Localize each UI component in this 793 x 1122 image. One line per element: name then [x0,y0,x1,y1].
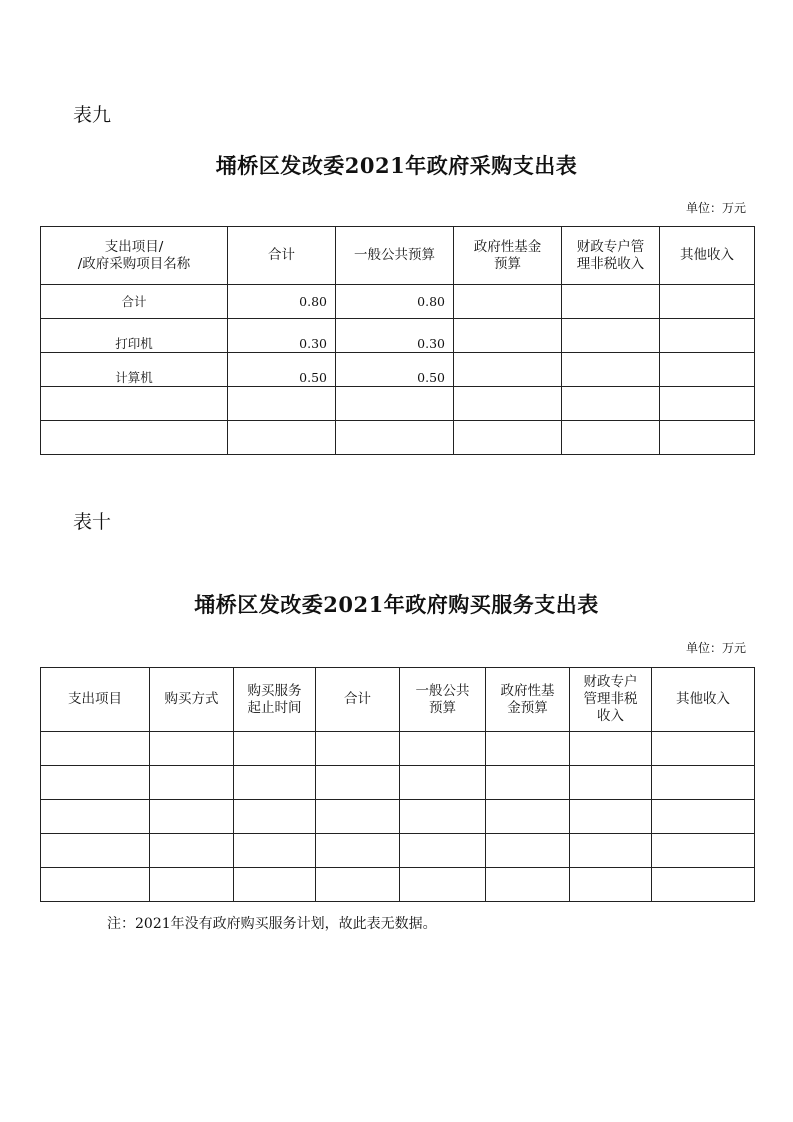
table-cell [234,800,316,834]
table-row [41,868,755,902]
table-row [41,285,755,319]
table-cell [652,800,755,834]
table-cell: 合计 [41,285,228,319]
table-cell [41,834,150,868]
table-cell [660,285,755,319]
table-cell [150,800,234,834]
header-cell: 财政专户管 理非税收入 [562,227,660,285]
table-cell [660,319,755,353]
table-cell: 打印机 [41,319,228,353]
table-row [41,319,755,353]
table-row [41,387,755,421]
table-cell [652,766,755,800]
header-cell: 政府性基 金预算 [486,668,570,732]
table-cell [454,319,562,353]
table-row [41,732,755,766]
table-cell [652,868,755,902]
table10-title: 埇桥区发改委2021年政府购买服务支出表 [194,592,599,617]
table-cell [570,800,652,834]
table-row [41,353,755,387]
table-cell [652,732,755,766]
table-cell: 0.30 [228,319,336,353]
header-cell: 政府性基金 预算 [454,227,562,285]
table-cell [41,868,150,902]
procurement-table [40,226,755,455]
table-cell [400,868,486,902]
table-cell [150,834,234,868]
table-cell [400,800,486,834]
table-cell [660,353,755,387]
table-cell [454,353,562,387]
table10-unit: 单位：万元 [685,641,746,655]
service-purchase-table [40,667,755,902]
table-cell: 0.50 [336,353,454,387]
table-header-row [41,227,755,285]
table-cell [570,766,652,800]
header-cell: 购买服务 起止时间 [234,668,316,732]
table-cell [400,834,486,868]
table-cell [41,387,228,421]
table9-label: 表九 [73,104,112,126]
table-cell [570,732,652,766]
table9-title: 埇桥区发改委2021年政府采购支出表 [215,153,578,178]
table-cell: 0.80 [228,285,336,319]
header-cell: 其他收入 [652,668,755,732]
header-cell: 合计 [316,668,400,732]
table-cell [486,732,570,766]
table-cell [454,421,562,455]
table-cell: 0.80 [336,285,454,319]
table-cell [228,387,336,421]
table-cell [486,868,570,902]
table-cell [562,285,660,319]
table-cell [316,732,400,766]
table-cell [570,868,652,902]
table-cell [562,421,660,455]
table-cell [234,868,316,902]
table-cell [234,834,316,868]
header-cell: 支出项目 [41,668,150,732]
table-cell [562,387,660,421]
table-cell [660,421,755,455]
header-cell: 财政专户 管理非税 收入 [570,668,652,732]
header-cell: 其他收入 [660,227,755,285]
table-cell [454,387,562,421]
table-cell [316,800,400,834]
header-cell: 支出项目/ /政府采购项目名称 [41,227,228,285]
table-cell [150,868,234,902]
table10-note: 注：2021年没有政府购买服务计划，故此表无数据。 [107,916,437,932]
table-row [41,766,755,800]
table-cell [41,421,228,455]
table-cell [234,766,316,800]
table-cell [652,834,755,868]
table-cell [486,834,570,868]
table-cell: 计算机 [41,353,228,387]
table-cell [41,800,150,834]
table-row [41,421,755,455]
table-cell [486,800,570,834]
table-cell [41,766,150,800]
table-cell [150,732,234,766]
table-cell [562,353,660,387]
table-cell [562,319,660,353]
table-cell [400,766,486,800]
table-row [41,834,755,868]
table-row [41,800,755,834]
table-cell [486,766,570,800]
table-cell [454,285,562,319]
table-cell [234,732,316,766]
header-cell: 购买方式 [150,668,234,732]
table-header-row [41,668,755,732]
table-cell [316,834,400,868]
table-cell [400,732,486,766]
table-cell [150,766,234,800]
table10-label: 表十 [73,511,112,533]
table-cell [336,387,454,421]
table-cell: 0.30 [336,319,454,353]
table-cell [228,421,336,455]
table-cell [336,421,454,455]
table-cell [41,732,150,766]
table-cell [660,387,755,421]
header-cell: 一般公共预算 [336,227,454,285]
table-cell [316,868,400,902]
header-cell: 合计 [228,227,336,285]
header-cell: 一般公共 预算 [400,668,486,732]
table9-unit: 单位：万元 [685,201,746,215]
table-cell: 0.50 [228,353,336,387]
table-cell [570,834,652,868]
table-cell [316,766,400,800]
